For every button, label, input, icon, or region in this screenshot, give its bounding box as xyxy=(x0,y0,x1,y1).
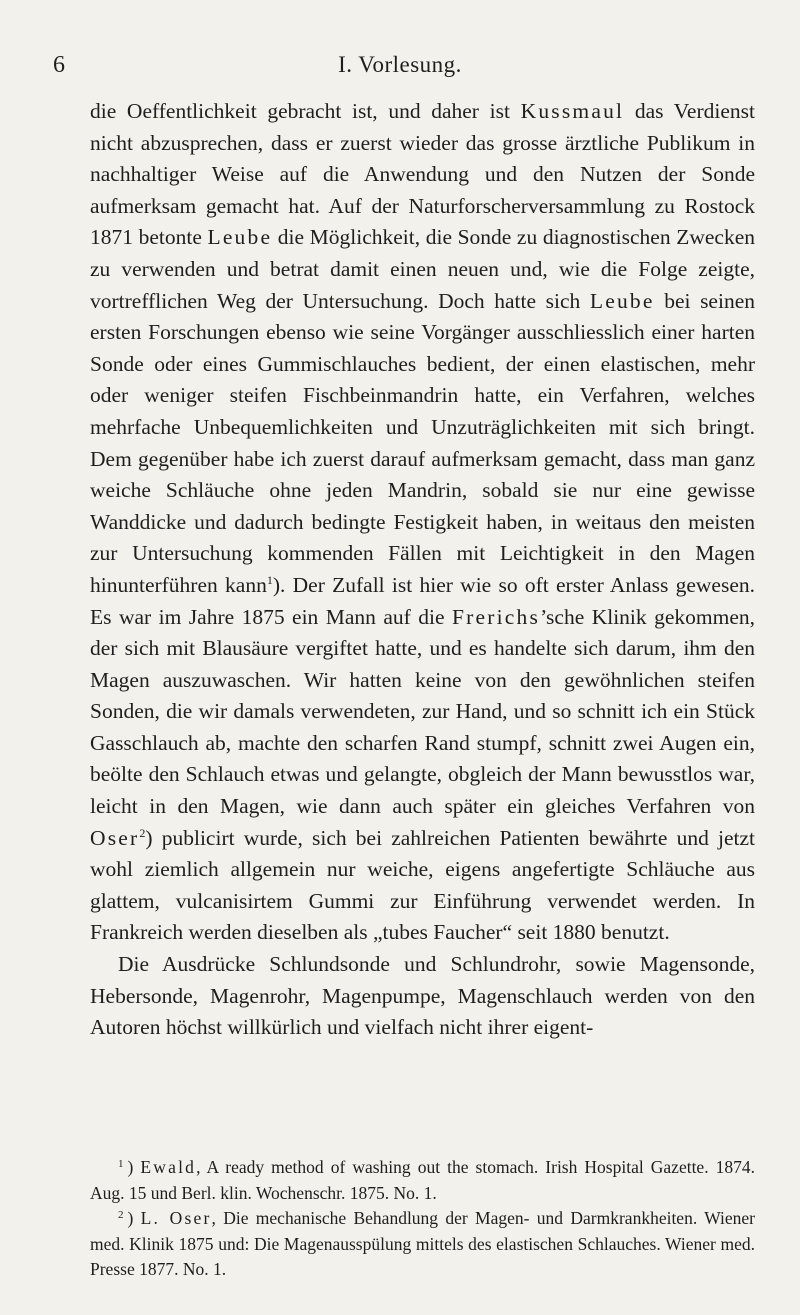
footnote-text: , A ready method of washing out the stomach. Irish Hospital Gazette. 1874. Aug. 15 und Berl. klin. Wochenschr. 1875. No. 1. xyxy=(90,1157,755,1203)
text-run: ) publicirt wurde, sich bei zahlreichen Patienten bewährte und jetzt wohl ziemlich allgemein nur weiche, eigens angefertigte Schläuche aus glattem, vulcanisirtem Gummi zur Einführung verwendet werden. In Frankreich werden dieselben als „tubes Faucher“ seit 1880 benutzt. xyxy=(90,825,755,945)
footnote-author: L. Oser xyxy=(140,1208,212,1228)
name-leube: Leube xyxy=(589,288,655,313)
name-kussmaul: Kussmaul xyxy=(520,99,625,123)
name-leube: Leube xyxy=(207,225,273,250)
footnote-1: $^1$ ) Ewald, A ready method of washing out the stomach. Irish Hospital Gazette. 1874. Aug. 15 und Berl. klin. Wochenschr. 1875. No. 1. xyxy=(90,1157,755,1203)
text-run: ’sche Klinik gekommen, der sich mit Blausäure vergiftet hatte, und es handelte sich darum, ihm den Magen auszuwaschen. Wir hatten keine von den gewöhnlichen steifen Sonden, die wir damals verwendeten, zur Hand, und so schnitt ich ein Stück Gasschlauch ab, machte den scharfen Rand stumpf, schnitt zwei Augen ein, beölte den Schlauch etwas und gelangte, obgleich der Mann bewusstlos war, leicht in den Magen, wie dann auch später ein gleiches Verfahren von xyxy=(90,604,755,819)
footnote-ref-1[interactable]: 1 xyxy=(266,572,273,587)
text-run: das Verdienst nicht abzusprechen, dass er zuerst wieder das grosse ärztliche Publikum in nachhaltiger Weise auf die Anwendung und den Nutzen der Sonde aufmerksam gemacht hat. Auf der Naturforscherversammlung zu Rostock 1871 betonte xyxy=(90,99,755,250)
page-header xyxy=(0,52,800,82)
footnote-mark: 2 xyxy=(118,1209,124,1221)
body-text xyxy=(90,96,755,1044)
footnote-mark: 1 xyxy=(118,1158,124,1170)
page-number: 6 xyxy=(53,52,65,78)
paragraph-1 xyxy=(90,96,755,949)
footnotes xyxy=(90,1155,755,1283)
name-oser: Oser xyxy=(90,825,140,850)
footnote-ref-2[interactable]: 2 xyxy=(139,825,146,840)
text-run: bei seinen ersten Forschungen ebenso wie seine Vorgänger ausschliesslich einer harten Sonde oder eines Gummischlauches bedient, der einen elastischen, mehr oder weniger steifen Fischbeinmandrin hatte, ein Verfahren, welches mehrfache Unbequemlichkeiten und Unzuträglichkeiten mit sich bringt. Dem gegenüber habe ich zuerst darauf aufmerksam gemacht, dass man ganz weiche Schläuche ohne jeden Mandrin, sobald sie nur eine gewisse Wanddicke und dadurch bedingte Festigkeit haben, in weitaus den meisten zur Untersuchung kommenden Fällen mit Leichtigkeit in den Magen hinunterführen kann xyxy=(90,288,755,597)
running-title: I. Vorlesung. xyxy=(338,52,462,77)
text-run: die Oeffentlichkeit gebracht ist, und daher ist xyxy=(90,99,521,123)
text-run: ). Der Zufall ist hier wie so oft erster Anlass gewesen. Es war im Jahre 1875 ein Mann auf die xyxy=(90,572,756,629)
text-run: die Möglichkeit, die Sonde zu diagnostischen Zwecken zu verwenden und betrat damit einen neuen und, wie die Folge zeigte, vortrefflichen Weg der Untersuchung. Doch hatte sich xyxy=(90,225,755,313)
footnote-2: $^2$ ) L. Oser, Die mechanische Behandlung der Magen- und Darmkrankheiten. Wiener med. Klinik 1875 und: Die Magenausspülung mittels des elastischen Schlauches. Wiener med. Presse 1877. No. 1. xyxy=(90,1208,755,1279)
paragraph-2: Die Ausdrücke Schlundsonde und Schlundrohr, sowie Magensonde, Hebersonde, Magenrohr, Magenpumpe, Magenschlauch werden von den Autoren höchst willkürlich und vielfach nicht ihrer eigent- xyxy=(90,952,755,1040)
footnote-author: Ewald xyxy=(140,1157,197,1177)
footnote-text: , Die mechanische Behandlung der Magen- und Darmkrankheiten. Wiener med. Klinik 1875 und: Die Magenausspülung mittels des elastischen Schlauches. Wiener med. Presse 1877. No. 1. xyxy=(90,1208,755,1279)
name-frerichs: Frerichs xyxy=(452,604,541,629)
